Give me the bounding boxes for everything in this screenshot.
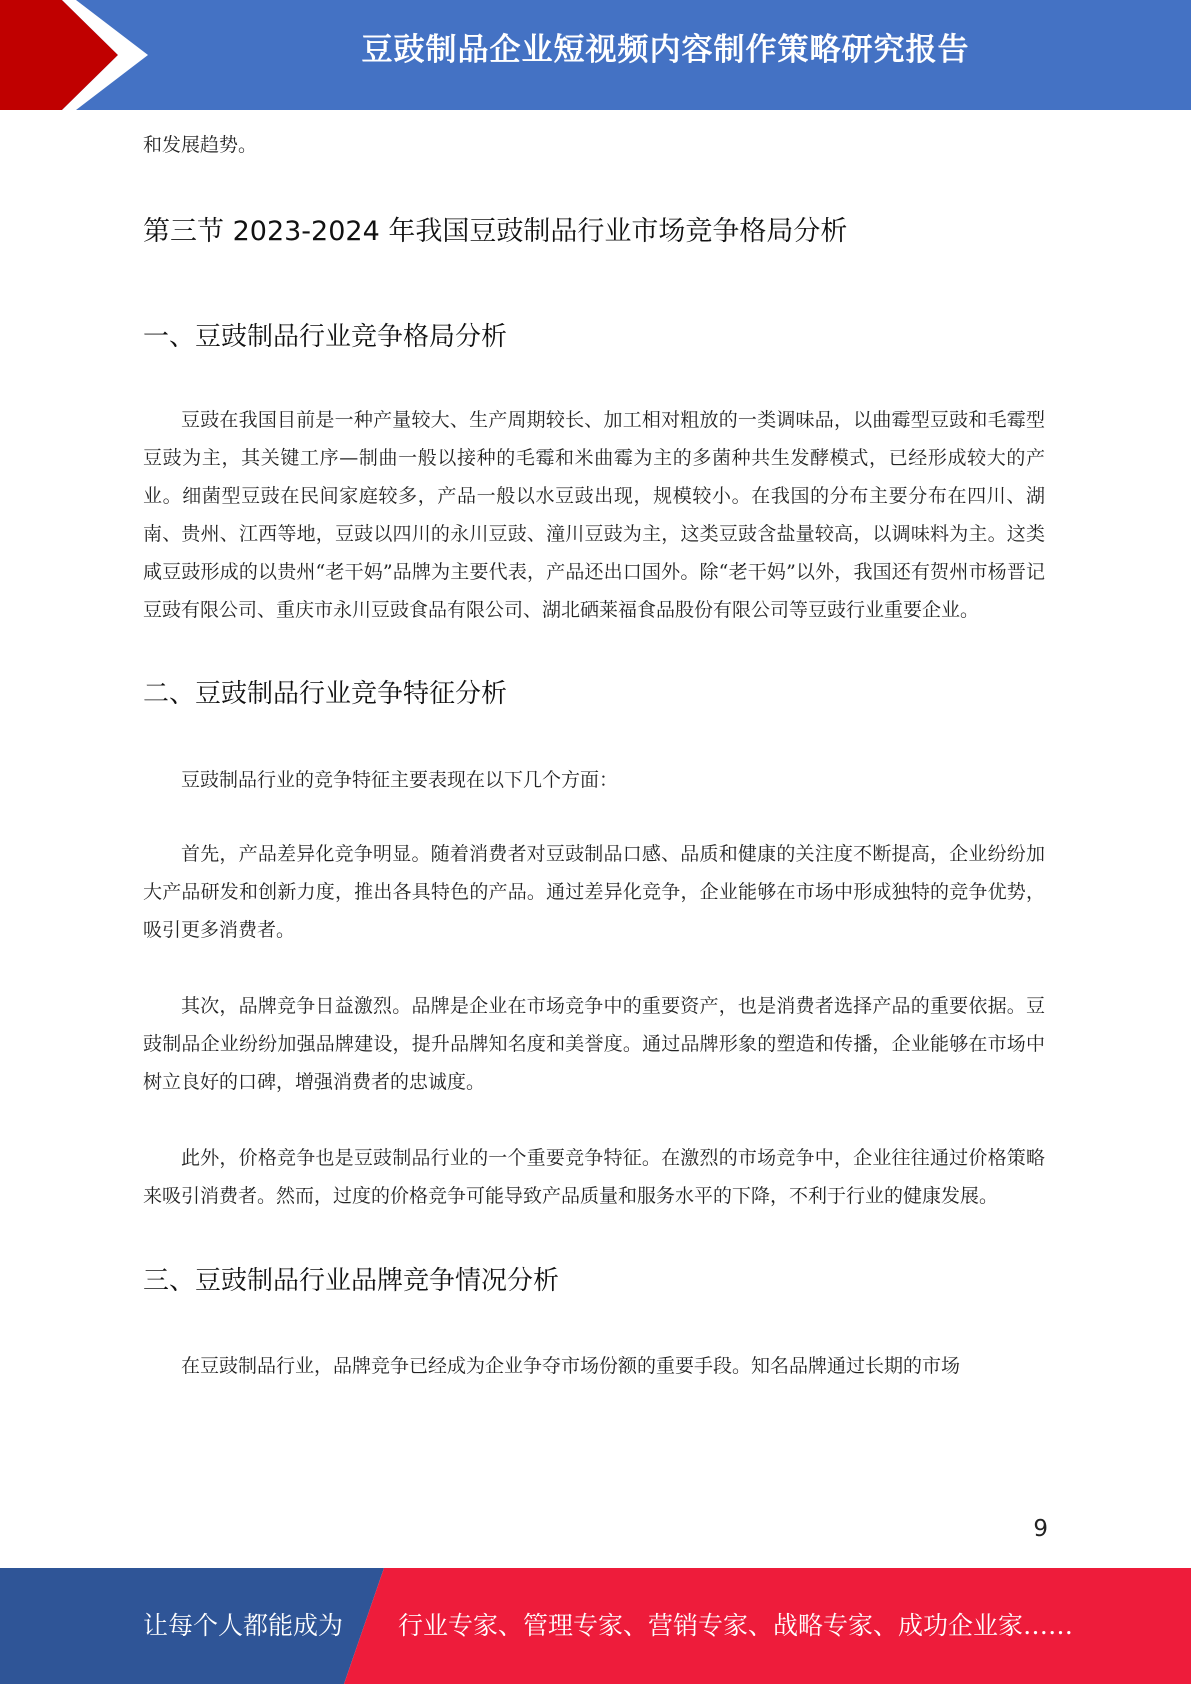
subsection-1-paragraph: 豆豉在我国目前是一种产量较大、生产周期较长、加工相对粗放的一类调味品，以曲霉型豆豉和毛霉型豆豉为主，其关键工序—制曲一般以接种的毛霉和米曲霉为主的多菌种共生发酵模式，已经形成较大的产业。细菌型豆豉在民间家庭较多，产品一般以水豆豉出现，规模较小。在我国的分布主要分布在四川、湖南、贵州、江西等地，豆豉以四川的永川豆豉、潼川豆豉为主，这类豆豉含盐量较高，以调味料为主。这类咸豆豉形成的以贵州“老干妈”品牌为主要代表，产品还出口国外。除“老干妈”以外，我国还有贺州市杨晋记豆豉有限公司、重庆市永川豆豉食品有限公司、湖北硒莱福食品股份有限公司等豆豉行业重要企业。 bbox=[143, 409, 1045, 621]
subsection-title-2: 二、豆豉制品行业竞争特征分析 bbox=[143, 679, 508, 709]
page-content bbox=[143, 126, 1045, 1385]
report-title: 豆豉制品企业短视频内容制作策略研究报告 bbox=[361, 32, 970, 68]
continued-paragraph-fragment: 和发展趋势。 bbox=[143, 134, 258, 156]
subsection-3-paragraph: 在豆豉制品行业，品牌竞争已经成为企业争夺市场份额的重要手段。知名品牌通过长期的市场 bbox=[181, 1355, 961, 1377]
page-number: 9 bbox=[1033, 1516, 1048, 1542]
page-header-banner bbox=[0, 0, 1191, 110]
page-footer-banner bbox=[0, 1568, 1191, 1684]
footer-slogan-left: 让每个人都能成为 bbox=[143, 1611, 344, 1640]
section-title: 第三节 2023-2024 年我国豆豉制品行业市场竞争格局分析 bbox=[143, 216, 848, 247]
subsection-2-paragraph-intro: 豆豉制品行业的竞争特征主要表现在以下几个方面： bbox=[181, 769, 619, 791]
subsection-title-1: 一、豆豉制品行业竞争格局分析 bbox=[143, 322, 508, 352]
subsection-title-3: 三、豆豉制品行业品牌竞争情况分析 bbox=[143, 1266, 560, 1296]
subsection-2-paragraph-third: 此外，价格竞争也是豆豉制品行业的一个重要竞争特征。在激烈的市场竞争中，企业往往通过价格策略来吸引消费者。然而，过度的价格竞争可能导致产品质量和服务水平的下降，不利于行业的健康发展。 bbox=[143, 1147, 1045, 1207]
subsection-2-paragraph-second: 其次，品牌竞争日益激烈。品牌是企业在市场竞争中的重要资产，也是消费者选择产品的重要依据。豆豉制品企业纷纷加强品牌建设，提升品牌知名度和美誉度。通过品牌形象的塑造和传播，企业能够在市场中树立良好的口碑，增强消费者的忠诚度。 bbox=[143, 995, 1045, 1093]
subsection-2-paragraph-first: 首先，产品差异化竞争明显。随着消费者对豆豉制品口感、品质和健康的关注度不断提高，企业纷纷加大产品研发和创新力度，推出各具特色的产品。通过差异化竞争，企业能够在市场中形成独特的竞争优势，吸引更多消费者。 bbox=[143, 843, 1045, 941]
footer-slogan-right: 行业专家、管理专家、营销专家、战略专家、成功企业家…… bbox=[398, 1611, 1074, 1640]
